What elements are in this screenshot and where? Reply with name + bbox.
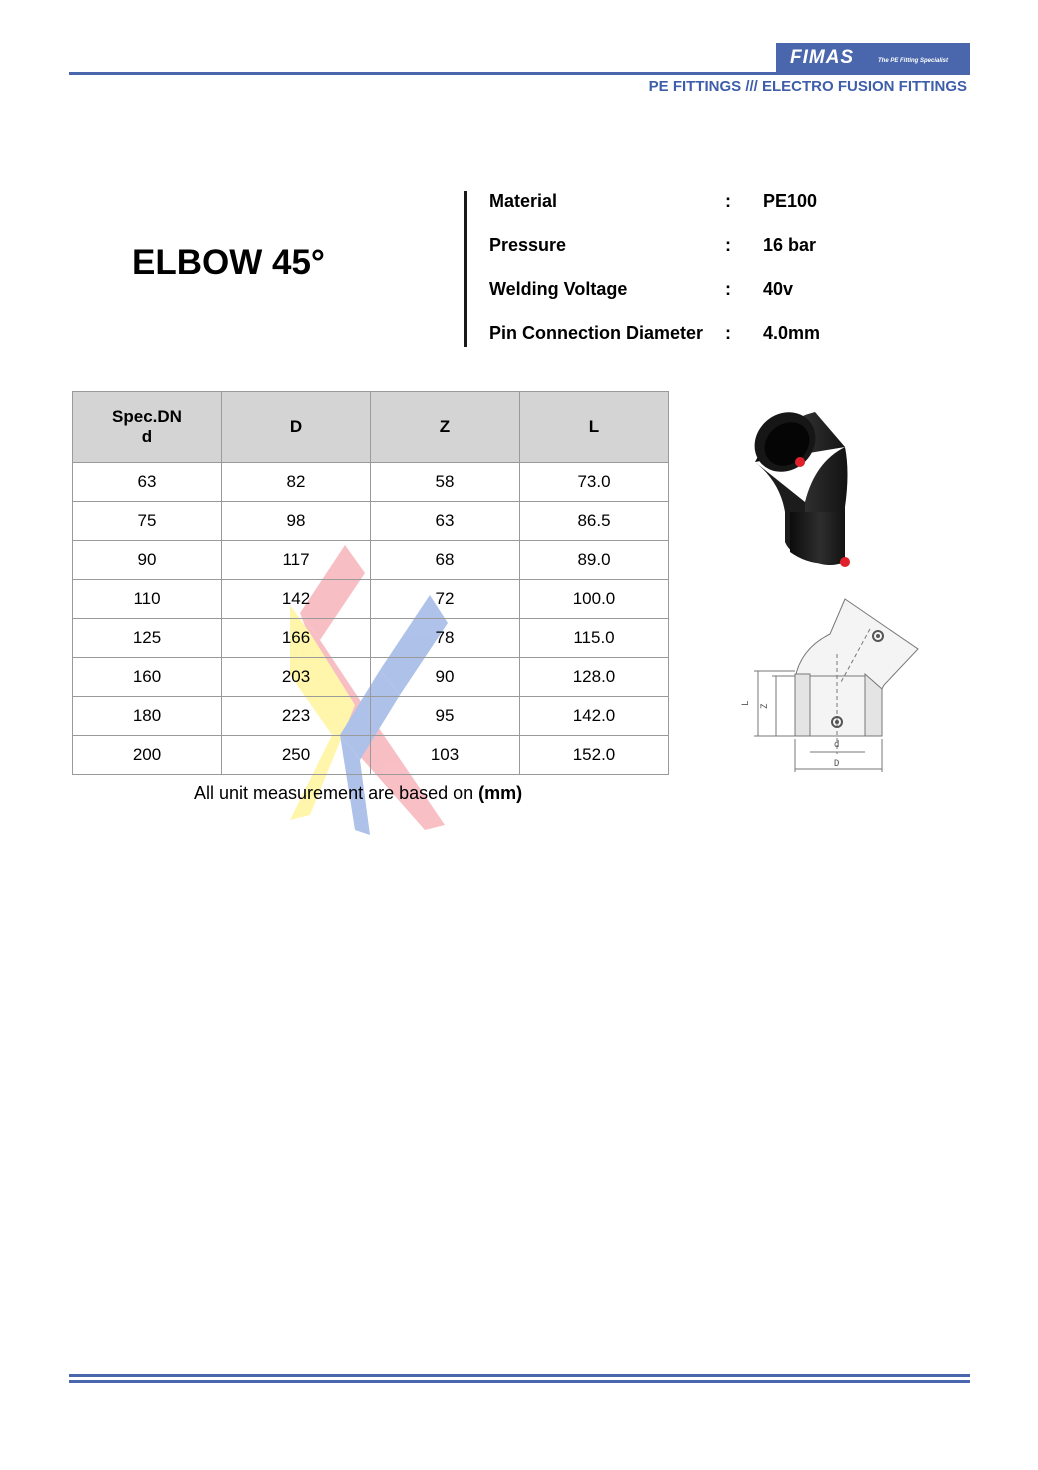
unit-note-unit: (mm) <box>478 783 523 803</box>
label-Z: Z <box>760 703 770 709</box>
footer-rule <box>69 1374 970 1377</box>
unit-note <box>194 783 522 804</box>
spec-row-pin-diameter <box>489 323 889 345</box>
label-d: d <box>834 740 840 750</box>
table-cell: 142.0 <box>520 697 669 736</box>
table-cell: 63 <box>73 463 222 502</box>
table-cell: 203 <box>222 658 371 697</box>
spec-label: Pressure <box>489 235 567 255</box>
header-spec-dn-label: Spec.DN <box>112 407 182 426</box>
table-cell: 82 <box>222 463 371 502</box>
table-cell: 63 <box>371 502 520 541</box>
spec-label: Welding Voltage <box>489 279 628 299</box>
table-row <box>73 580 669 619</box>
table-row <box>73 619 669 658</box>
header-D: D <box>222 392 371 463</box>
unit-note-text: All unit measurement are based on <box>194 783 479 803</box>
table-cell: 250 <box>222 736 371 775</box>
header-rule <box>69 72 776 75</box>
table-row <box>73 541 669 580</box>
label-L: L <box>741 700 751 706</box>
page-title: ELBOW 45° <box>132 243 325 282</box>
spec-row-material <box>489 191 889 213</box>
header-L: L <box>520 392 669 463</box>
header-subtitle: PE FITTINGS /// ELECTRO FUSION FITTINGS <box>648 78 967 95</box>
table-cell: 72 <box>371 580 520 619</box>
table-cell: 68 <box>371 541 520 580</box>
spec-value: 40v <box>763 279 794 299</box>
table-cell: 200 <box>73 736 222 775</box>
table-cell: 117 <box>222 541 371 580</box>
header-Z: Z <box>371 392 520 463</box>
table-cell: 110 <box>73 580 222 619</box>
spec-colon: : <box>725 323 731 343</box>
table-cell: 75 <box>73 502 222 541</box>
table-row <box>73 502 669 541</box>
spec-colon: : <box>725 279 731 299</box>
spec-row-welding-voltage <box>489 279 889 301</box>
table-row <box>73 736 669 775</box>
label-D: D <box>834 759 840 769</box>
spec-label: Material <box>489 191 558 211</box>
table-cell: 78 <box>371 619 520 658</box>
spec-value: PE100 <box>763 191 818 211</box>
header-d-label: d <box>141 427 153 446</box>
spec-divider <box>464 191 467 347</box>
spec-colon: : <box>725 191 731 211</box>
table-cell: 100.0 <box>520 580 669 619</box>
spec-colon: : <box>725 235 731 255</box>
table-cell: 125 <box>73 619 222 658</box>
table-row <box>73 697 669 736</box>
spec-label: Pin Connection Diameter <box>489 323 704 343</box>
table-cell: 166 <box>222 619 371 658</box>
logo-tagline: The PE Fitting Specialist <box>878 58 949 64</box>
spec-row-pressure <box>489 235 889 257</box>
table-cell: 160 <box>73 658 222 697</box>
pin-red-dot <box>840 557 850 567</box>
table-cell: 152.0 <box>520 736 669 775</box>
brand-logo <box>776 43 970 75</box>
table-cell: 95 <box>371 697 520 736</box>
table-cell: 90 <box>73 541 222 580</box>
table-header-row <box>73 392 669 463</box>
table-cell: 89.0 <box>520 541 669 580</box>
table-cell: 180 <box>73 697 222 736</box>
table-cell: 98 <box>222 502 371 541</box>
table-cell: 58 <box>371 463 520 502</box>
elbow-photo <box>745 402 865 572</box>
table-cell: 223 <box>222 697 371 736</box>
table-cell: 115.0 <box>520 619 669 658</box>
table-cell: 142 <box>222 580 371 619</box>
table-row <box>73 658 669 697</box>
logo-text: FIMAS <box>790 47 855 68</box>
table-cell: 103 <box>371 736 520 775</box>
table-cell: 90 <box>371 658 520 697</box>
table-cell: 128.0 <box>520 658 669 697</box>
table-cell: 86.5 <box>520 502 669 541</box>
dimensions-table <box>72 391 669 775</box>
table-row <box>73 463 669 502</box>
technical-drawing <box>740 594 920 774</box>
spec-value: 4.0mm <box>763 323 821 343</box>
pin-red-dot <box>795 457 805 467</box>
table-cell: 73.0 <box>520 463 669 502</box>
header-spec-dn <box>73 392 222 463</box>
footer-rule <box>69 1380 970 1383</box>
spec-value: 16 bar <box>763 235 817 255</box>
